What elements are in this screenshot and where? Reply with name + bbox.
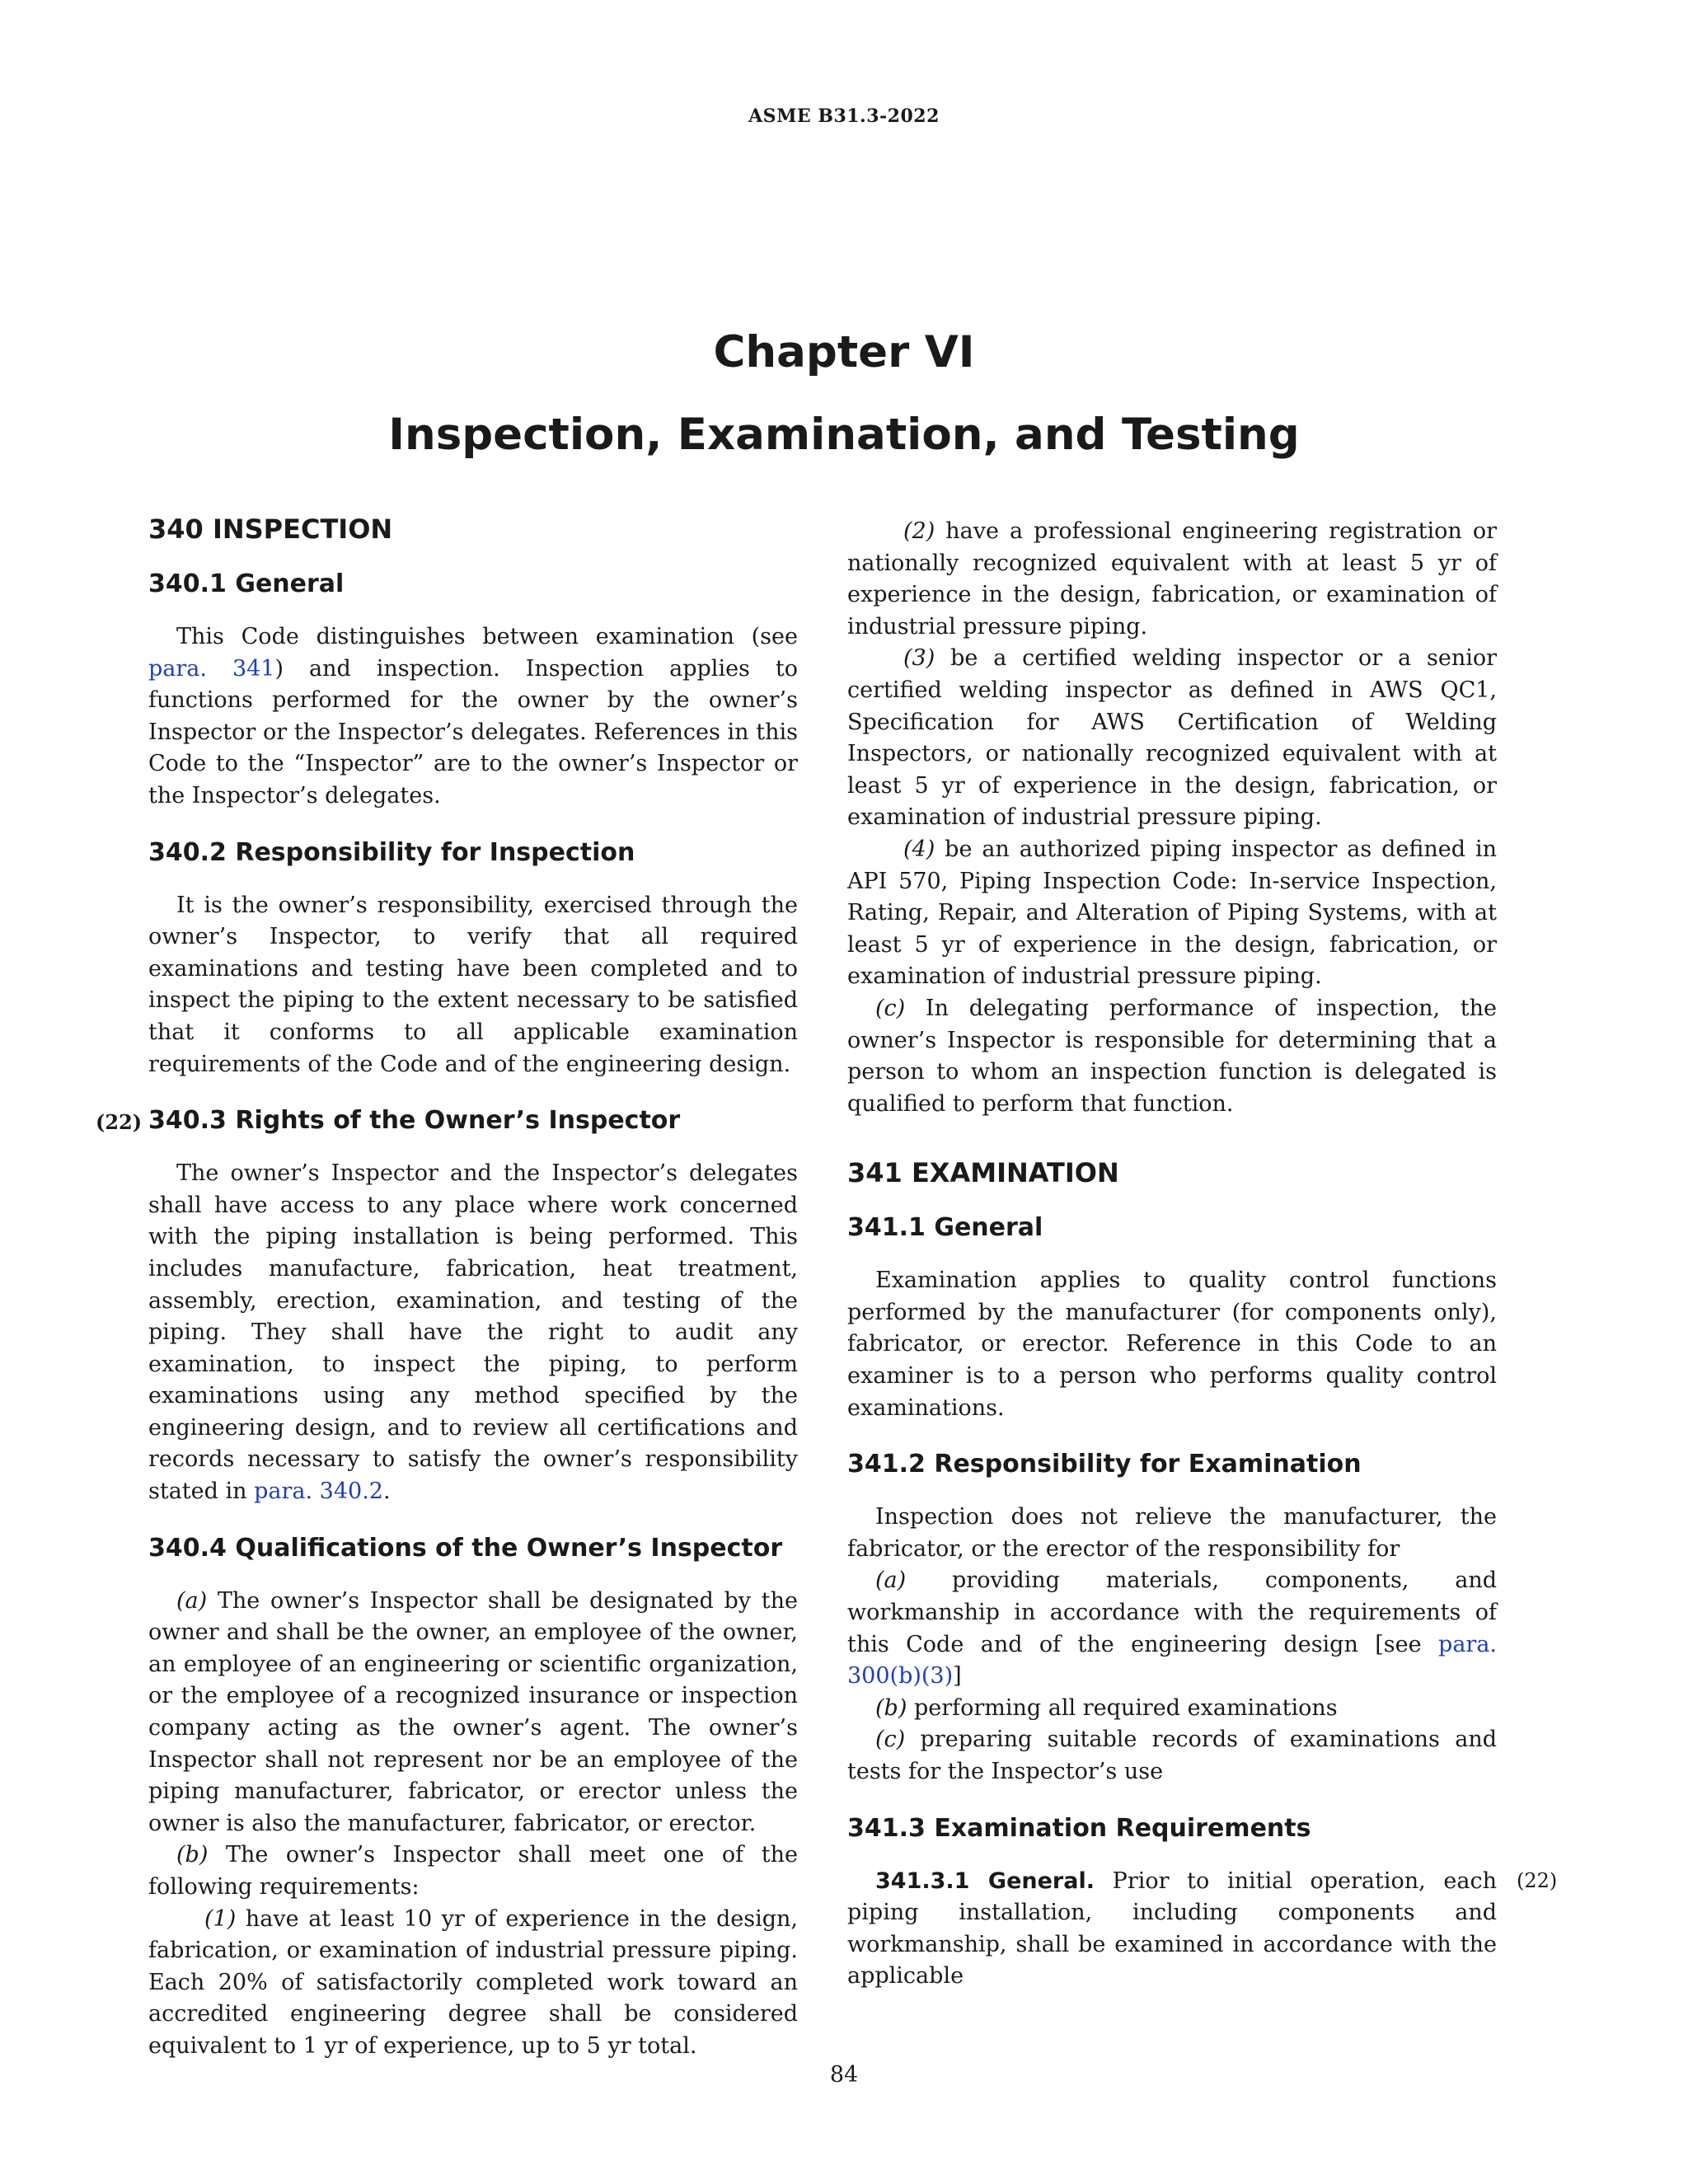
left-column [96, 513, 798, 2063]
para-340-2-link[interactable]: para. 340.2 [254, 1479, 383, 1505]
section-340-2 [148, 837, 798, 1081]
item-b4: (4) be an authorized piping inspector as defined in API 570, Piping Inspection Code: In-service Inspection, Rating, Repair, and Alteration of Piping Systems, with at least 5 yr of experience in the design, fabrication, or examination of industrial pressure piping. [847, 836, 1497, 990]
section-340-4-heading: 340.4 Qualifications of the Owner’s Inspector [148, 1533, 783, 1563]
running-head: ASME B31.3-2022 [748, 105, 940, 127]
section-340-heading: 340 INSPECTION [148, 513, 393, 545]
section-340-1-heading: 340.1 General [148, 569, 345, 598]
section-341-1-heading: 341.1 General [847, 1213, 1043, 1243]
section-340-3-text: The owner’s Inspector and the Inspector’s delegates shall have access to any place where work concerned with the piping installation is being performed. This includes manufacture, fabrication, heat treatment, assembly, erection, examination, and testing of the piping. They shall have the right to audit any examination, to inspect the piping, to perform examinations using any method specified by the engineering design, and to review all certifications and records necessary to satisfy the owner’s responsibility stated in para. 340.2. [148, 1160, 798, 1505]
section-340-2-text: It is the owner’s responsibility, exercised through the owner’s Inspector, to verify that all required examinations and testing have been completed and to inspect the piping to the extent necessary to be satisfied that it conforms to all applicable examination requirements of the Code and of the engineering design. [148, 892, 798, 1077]
right-column [847, 516, 1558, 1993]
para-341-link[interactable]: para. 341 [148, 655, 275, 682]
item-b2: (2) have a professional engineering registration or nationally recognized equivalent with at least 5 yr of experience in the design, fabrication, or examination of industrial pressure piping. [847, 518, 1497, 640]
item-a: (a) The owner’s Inspector shall be designated by the owner and shall be the owner, an employee of the owner, an employee of an engineering or scientific organization, or the employee of a recognized insurance or inspection company acting as the owner’s agent. The owner’s Inspector shall not represent nor be an employee of the piping manufacturer, fabricator, or erector unless the owner is also the manufacturer, fabricator, or erector. [148, 1587, 798, 1836]
section-340-3 [96, 1105, 798, 1508]
section-341-1-text: Examination applies to quality control functions performed by the manufacturer (for components only), fabricator, or erector. Reference in this Code to an examiner is to a person who performs quality control examinations. [847, 1268, 1497, 1421]
section-341-2-intro: Inspection does not relieve the manufacturer, the fabricator, or the erector of the responsibility for [847, 1504, 1497, 1562]
section-340-2-heading: 340.2 Responsibility for Inspection [148, 837, 635, 867]
section-341-2 [847, 1449, 1497, 1788]
item-b3: (3) be a certified welding inspector or a senior certified welding inspector as defined in AWS QC1, Specification for AWS Certification of Welding Inspectors, or nationally recognized equivalent with at least 5 yr of experience in the design, fabrication, or examination of industrial pressure piping. [847, 645, 1497, 831]
revision-marker: (22) [96, 1110, 143, 1135]
item-b1: (1) have at least 10 yr of experience in the design, fabrication, or examination of industrial pressure piping. Each 20% of satisfactorily completed work toward an accredited engineering degree shall be considered equivalent to 1 yr of experience, up to 5 yr total. [148, 1905, 798, 2059]
section-341-3 [847, 1813, 1558, 1993]
section-341-3-1-text: 341.3.1 General. Prior to initial operation, each piping installation, including components and workmanship, shall be examined in accordance with the applicable [847, 1868, 1497, 1990]
chapter-title [0, 312, 1688, 476]
section-341-1 [847, 1212, 1497, 1424]
section-340-1-text: This Code distinguishes between examination (see para. 341) and inspection. Inspection applies to functions performed for the owner by the owner’s Inspector or the Inspector’s delegates. References in this Code to the “Inspector” are to the owner’s Inspector or the Inspector’s delegates. [148, 624, 798, 808]
item-341-a: (a) providing materials, components, and workmanship in accordance with the requirements of this Code and of the engineering design [see para. 300(b)(3)] [847, 1568, 1497, 1690]
page-number: 84 [829, 2062, 859, 2088]
section-341-2-heading: 341.2 Responsibility for Examination [847, 1450, 1362, 1479]
chapter-name: Inspection, Examination, and Testing [388, 410, 1300, 460]
chapter-number: Chapter VI [713, 327, 975, 377]
item-341-b: (b) performing all required examinations [875, 1694, 1338, 1721]
revision-marker-right: (22) [1517, 1868, 1558, 1892]
section-340-3-heading: (22) 340.3 Rights of the Owner’s Inspector [148, 1105, 798, 1137]
para-300-link[interactable]: para. 300(b)(3) [847, 1631, 1497, 1690]
item-b: (b) The owner’s Inspector shall meet one of the following requirements: [148, 1842, 798, 1900]
section-340-4 [148, 1533, 798, 2063]
section-340-1 [148, 569, 798, 813]
item-c: (c) In delegating performance of inspection, the owner’s Inspector is responsible for determining that a person to whom an inspection function is delegated is qualified to perform that function. [847, 995, 1497, 1117]
section-341-heading: 341 EXAMINATION [847, 1157, 1119, 1189]
item-341-c: (c) preparing suitable records of examinations and tests for the Inspector’s use [847, 1727, 1497, 1784]
section-341-3-heading: 341.3 Examination Requirements [847, 1813, 1311, 1843]
